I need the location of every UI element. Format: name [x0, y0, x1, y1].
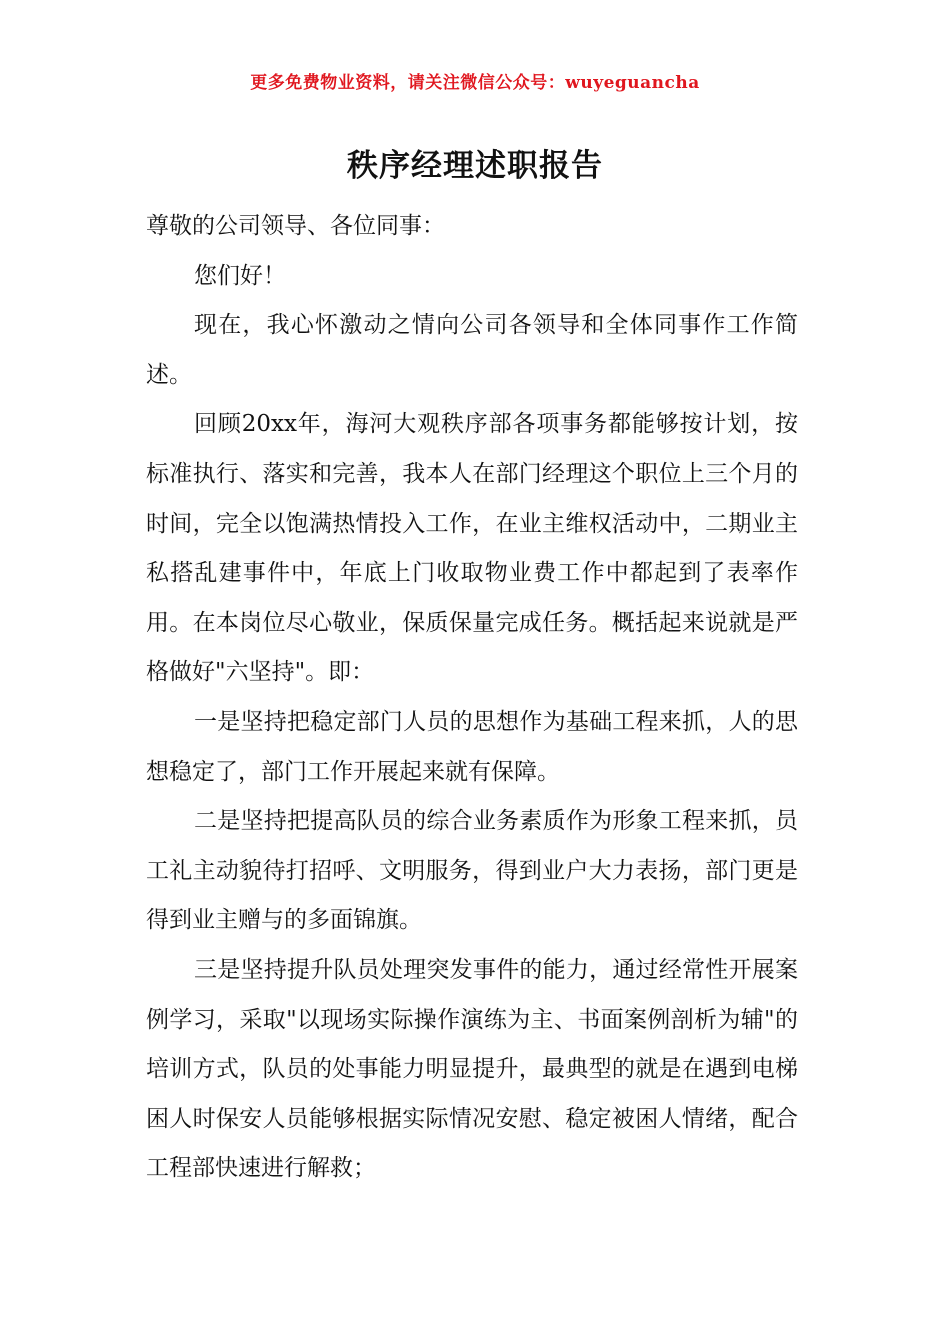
paragraph-point-two: 二是坚持把提高队员的综合业务素质作为形象工程来抓，员工礼主动貌待打招呼、文明服务，得到业户大力表扬，部门更是得到业主赠与的多面锦旗。 — [146, 808, 798, 934]
paragraph-review: 回顾20xx年，海河大观秩序部各项事务都能够按计划，按标准执行、落实和完善，我本人在部门经理这个职位上三个月的时间，完全以饱满热情投入工作，在业主维权活动中，二期业主私搭乱建事件中，年底上门收取物业费工作中都起到了表率作用。在本岗位尽心敬业，保质保量完成任务。概括起来说就是严格做好"六坚持"。即： — [146, 411, 798, 686]
paragraph-point-one: 一是坚持把稳定部门人员的思想作为基础工程来抓，人的思想稳定了，部门工作开展起来就有保障。 — [146, 708, 798, 785]
document-title: 秩序经理述职报告 — [347, 148, 603, 184]
paragraph-intro: 现在，我心怀激动之情向公司各领导和全体同事作工作简述。 — [146, 312, 798, 388]
salutation: 尊敬的公司领导、各位同事： — [146, 213, 445, 239]
paragraph-point-three: 三是坚持提升队员处理突发事件的能力，通过经常性开展案例学习，采取"以现场实际操作演练为主、书面案例剖析为辅"的培训方式，队员的处事能力明显提升，最典型的就是在遇到电梯困人时保安人员能够根据实际情况安慰、稳定被困人情绪，配合工程部快速进行解救； — [146, 956, 798, 1182]
paragraph-greeting: 您们好！ — [194, 262, 286, 289]
promo-header-note: 更多免费物业资料，请关注微信公众号：wuyeguancha — [250, 73, 700, 93]
document-body — [146, 202, 798, 1194]
